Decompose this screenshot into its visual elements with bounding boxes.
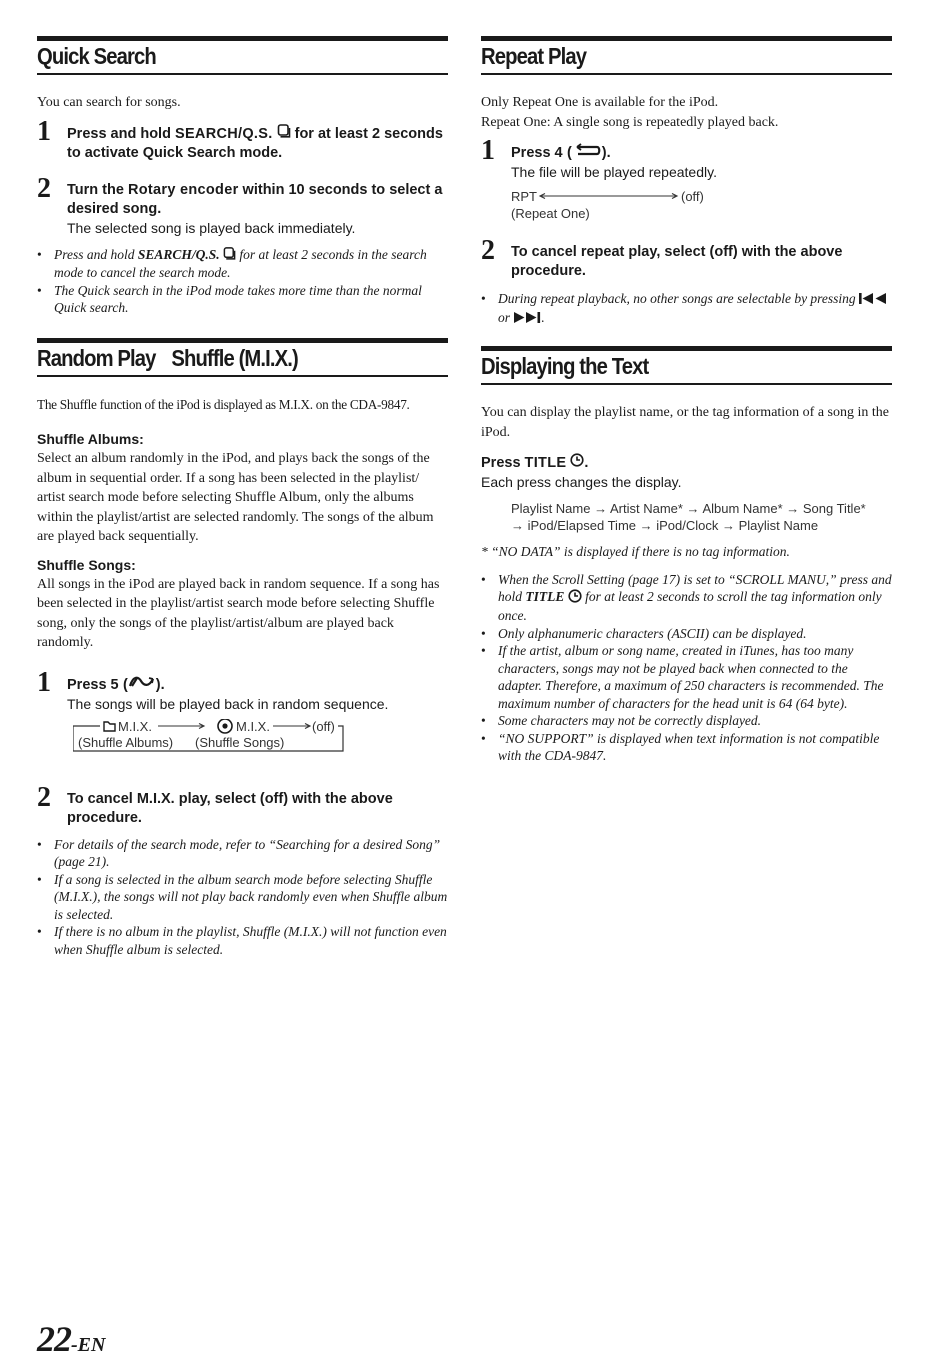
key-label: SEARCH/Q.S. bbox=[137, 246, 220, 262]
quick-search-title: Quick Search bbox=[37, 43, 156, 69]
random-play-header bbox=[37, 338, 448, 377]
display-text-intro: You can display the playlist name, or the tag information of a song in the iPod. bbox=[481, 405, 890, 440]
diagram-label: M.I.X. bbox=[118, 718, 152, 734]
previous-track-icon bbox=[859, 291, 887, 309]
step-number: 2 bbox=[37, 781, 51, 813]
page-number bbox=[37, 1318, 105, 1360]
sequence-line: Playlist Name → Artist Name* → Album Name* → Song Title* bbox=[511, 501, 866, 517]
clock-icon bbox=[570, 453, 584, 473]
repeat-icon bbox=[572, 143, 602, 163]
note-text: “NO SUPPORT” is displayed when text information is not compatible with the CDA-9847. bbox=[498, 730, 880, 764]
note-item: • Only alphanumeric characters (ASCII) can be displayed. bbox=[481, 625, 807, 641]
random-play-step-2 bbox=[37, 781, 448, 828]
repeat-play-title: Repeat Play bbox=[481, 43, 587, 69]
title-part: Random Play bbox=[37, 344, 156, 371]
note-text: . bbox=[541, 309, 545, 325]
note-item: • Some characters may not be correctly displayed. bbox=[481, 713, 762, 729]
note-item: • During repeat playback, no other songs are selectable by pressing or . bbox=[481, 290, 892, 327]
display-text-header bbox=[481, 346, 892, 385]
quick-search-intro: You can search for songs. bbox=[37, 95, 181, 110]
step-instruction bbox=[67, 124, 448, 163]
note-text: When the Scroll Setting (page 17) is set to “SCROLL MANU,” press and hold bbox=[498, 571, 892, 605]
step-text: within 10 seconds to select a desired song. bbox=[67, 181, 443, 217]
repeat-play-header bbox=[481, 36, 892, 75]
step-number: 1 bbox=[37, 115, 51, 147]
note-item: • If the artist, album or song name, created in iTunes, has too many characters, songs may not be played back when connected to the adapter. Therefore, a maximum of 250 characters is recommended. The maximum number of characters for the head unit is 64 (64 byte). bbox=[481, 643, 884, 711]
right-column bbox=[481, 36, 892, 765]
step-text: Press bbox=[67, 676, 111, 693]
note-text: Only alphanumeric characters (ASCII) can be displayed. bbox=[498, 625, 807, 641]
quick-search-header bbox=[37, 36, 448, 75]
step-text: for at least 2 seconds to activate Quick Search mode. bbox=[67, 125, 443, 161]
step-number: 2 bbox=[481, 235, 495, 266]
search-qs-icon bbox=[277, 124, 291, 144]
note-text: If the artist, album or song name, created in iTunes, has too many characters, songs may not be played back when connected to the adapter. Therefore, a maximum of 250 characters is recommended. The maximum number of characters for the head unit is 64 (64 byte). bbox=[498, 643, 884, 711]
key-label: Rotary encoder bbox=[127, 181, 239, 198]
random-play-notes bbox=[37, 836, 448, 959]
note-text: For details of the search mode, refer to “Searching for a desired Song” (page 21). bbox=[54, 836, 441, 870]
disc-icon bbox=[218, 719, 232, 733]
key-label: 5 bbox=[110, 676, 119, 693]
sequence-line: → iPod/Elapsed Time → iPod/Clock → Playlist Name bbox=[511, 518, 819, 534]
title-part: Shuffle (M.I.X.) bbox=[171, 344, 298, 371]
repeat-play-step-2 bbox=[481, 235, 892, 281]
note-item: • For details of the search mode, refer to “Searching for a desired Song” (page 21). bbox=[37, 836, 441, 870]
shuffle-albums-heading: Shuffle Albums: bbox=[37, 431, 144, 448]
folder-icon bbox=[104, 722, 115, 731]
repeat-play-step-1 bbox=[481, 135, 892, 182]
repeat-play-intro-1: Only Repeat One is available for the iPod. bbox=[481, 95, 719, 110]
step-description: The selected song is played back immediately. bbox=[67, 219, 356, 236]
key-label: 4 bbox=[554, 144, 563, 161]
diagram-label: (off) bbox=[312, 718, 335, 734]
shuffle-mode-diagram bbox=[73, 719, 373, 757]
note-item: • Press and hold SEARCH/Q.S. for at least 2 seconds in the search mode to cancel the search mode. bbox=[37, 246, 427, 281]
step-instruction: Press 4 ( ). bbox=[511, 143, 892, 163]
key-label: TITLE bbox=[525, 589, 565, 605]
shuffle-albums-text: Select an album randomly in the iPod, and plays back the songs of the album in sequential order. If a song has been selected in the playlist/ artist search mode before selecting Shuffle Album, only the albums within the playlist/artist are selected randomly. The songs of the album are played back sequentially. bbox=[37, 451, 434, 545]
note-text: During repeat playback, no other songs are selectable by pressing bbox=[498, 291, 860, 306]
diagram-label: (off) bbox=[681, 190, 704, 204]
display-text-instruction: Press TITLE . bbox=[481, 453, 892, 473]
repeat-play-intro-2: Repeat One: A single song is repeatedly played back. bbox=[481, 114, 779, 130]
note-text: If a song is selected in the album search mode before selecting Shuffle (M.I.X.), the songs will not play back randomly even when Shuffle album is selected. bbox=[54, 871, 448, 922]
note-item: • “NO SUPPORT” is displayed when text information is not compatible with the CDA-9847. bbox=[481, 730, 880, 764]
note-item: • If a song is selected in the album search mode before selecting Shuffle (M.I.X.), the songs will not play back randomly even when Shuffle album is selected. bbox=[37, 871, 448, 922]
quick-search-notes bbox=[37, 246, 448, 317]
display-text-description: Each press changes the display. bbox=[481, 474, 682, 491]
step-text: Press bbox=[511, 144, 555, 161]
shuffle-songs-heading: Shuffle Songs: bbox=[37, 556, 136, 573]
step-text: Turn the bbox=[67, 181, 128, 198]
note-text: Some characters may not be correctly displayed. bbox=[498, 713, 762, 729]
display-sequence bbox=[511, 500, 892, 534]
quick-search-step-1 bbox=[37, 115, 448, 163]
note-item: • If there is no album in the playlist, Shuffle (M.I.X.) will not function even when Shuffle album is selected. bbox=[37, 924, 447, 957]
note-text: or bbox=[498, 309, 514, 325]
note-text: for at least 2 seconds in the search mode to cancel the search mode. bbox=[54, 246, 427, 281]
key-label: SEARCH/Q.S. bbox=[174, 125, 273, 142]
note-text: If there is no album in the playlist, Shuffle (M.I.X.) will not function even when Shuffle album is selected. bbox=[54, 924, 447, 957]
repeat-play-notes bbox=[481, 290, 892, 327]
page-number-suffix: -EN bbox=[71, 1334, 106, 1356]
step-number: 1 bbox=[37, 666, 51, 698]
diagram-label: (Shuffle Albums) bbox=[78, 734, 174, 750]
note-item: • The Quick search in the iPod mode takes more time than the normal Quick search. bbox=[37, 282, 422, 316]
step-description: The songs will be played back in random sequence. bbox=[67, 695, 389, 712]
random-play-intro: The Shuffle function of the iPod is displayed as M.I.X. on the CDA-9847. bbox=[37, 396, 410, 412]
display-text-footnote: * “NO DATA” is displayed if there is no tag information. bbox=[481, 544, 790, 560]
display-text-notes bbox=[481, 571, 892, 765]
note-item: • When the Scroll Setting (page 17) is set to “SCROLL MANU,” press and hold TITLE for at least 2 seconds to scroll the tag information only once. bbox=[481, 571, 892, 624]
step-instruction: To cancel repeat play, select (off) with the above procedure. bbox=[511, 244, 843, 279]
step-text: Press and hold bbox=[67, 125, 175, 142]
random-play-title bbox=[37, 345, 298, 372]
search-qs-icon bbox=[223, 247, 236, 265]
shuffle-icon bbox=[128, 675, 156, 695]
step-instruction bbox=[67, 181, 448, 219]
left-column bbox=[37, 36, 448, 958]
note-text: for at least 2 seconds to scroll the tag information only once. bbox=[498, 589, 882, 624]
step-description: The file will be played repeatedly. bbox=[511, 164, 717, 180]
repeat-mode-diagram bbox=[511, 190, 741, 226]
step-text: Press bbox=[481, 455, 525, 472]
diagram-label: (Repeat One) bbox=[511, 206, 590, 221]
diagram-label: RPT bbox=[511, 190, 537, 204]
clock-icon bbox=[568, 589, 582, 608]
diagram-label: (Shuffle Songs) bbox=[195, 734, 285, 750]
key-label: TITLE bbox=[524, 455, 567, 472]
step-instruction: To cancel M.I.X. play, select (off) with the above procedure. bbox=[67, 790, 393, 826]
display-text-title: Displaying the Text bbox=[481, 353, 649, 380]
random-play-step-1 bbox=[37, 666, 448, 714]
diagram-label: M.I.X. bbox=[236, 718, 270, 734]
step-number: 2 bbox=[37, 172, 51, 204]
next-track-icon bbox=[513, 310, 541, 328]
note-text: The Quick search in the iPod mode takes more time than the normal Quick search. bbox=[54, 282, 422, 316]
step-number: 1 bbox=[481, 135, 495, 166]
shuffle-songs-text: All songs in the iPod are played back in random sequence. If a song has been selected in the playlist/artist search mode before selecting Shuffle song, only the songs of the playlist/artist/album are played back randomly. bbox=[37, 576, 440, 651]
quick-search-step-2 bbox=[37, 172, 448, 238]
note-text: Press and hold bbox=[54, 246, 138, 262]
page-number-value: 22 bbox=[37, 1319, 71, 1359]
step-instruction: Press 5 ( ). bbox=[67, 675, 448, 695]
